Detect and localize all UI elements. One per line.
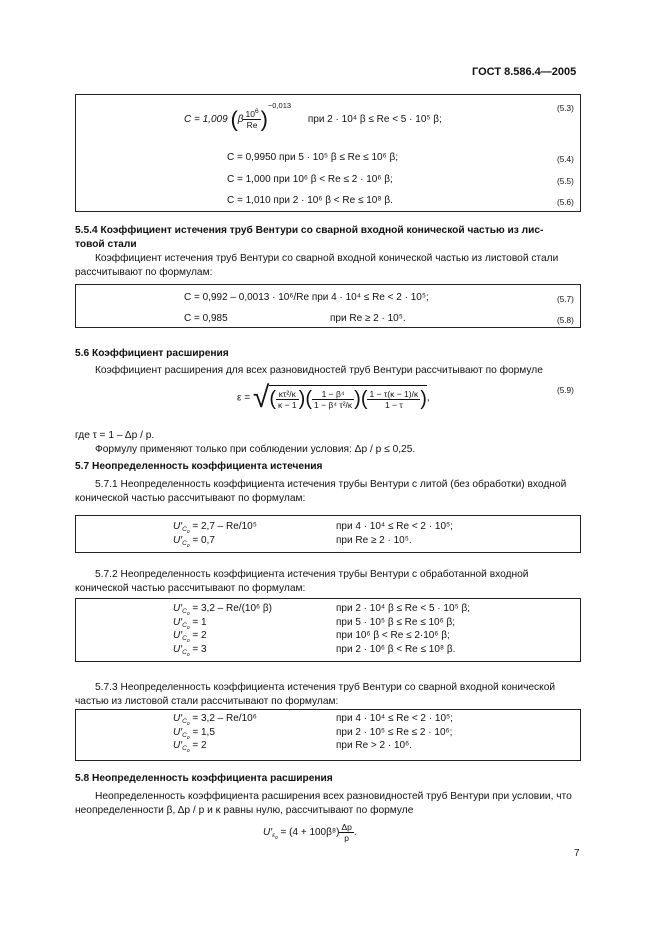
u-symbol: U′ (173, 713, 183, 724)
section-5-8-heading: 5.8 Неопределенность коэффициента расширения (75, 773, 333, 784)
u-symbol: U′ (173, 630, 183, 641)
u-symbol: U′ (173, 521, 183, 532)
uncertainty-row-condition: при 2 · 10⁴ β ≤ Re < 5 · 10⁵ β; (336, 603, 470, 614)
u-label (173, 535, 190, 549)
equations-box-5-7-3 (75, 709, 581, 761)
eq53-fraction (243, 109, 260, 130)
equation-5-4: C = 0,9950 при 5 · 10⁵ β ≤ Re ≤ 10⁶ β; (227, 152, 398, 163)
u-subsub: o (186, 638, 190, 644)
uncertainty-row-condition: при 4 · 10⁴ ≤ Re < 2 · 10⁵; (336, 521, 453, 532)
equation-5-5: C = 1,000 при 10⁶ β < Re ≤ 2 · 10⁶ β; (227, 174, 393, 185)
equation-5-7: C = 0,992 – 0,0013 · 10⁶/Re при 4 · 10⁴ ≤ Re < 2 · 10⁵; (184, 292, 429, 303)
uncertainty-row-condition: при 4 · 10⁴ ≤ Re < 2 · 10⁵; (336, 713, 453, 724)
u-sub: C (182, 648, 187, 656)
u-sub: C (182, 731, 187, 739)
u-rhs: = 2 (192, 630, 207, 641)
eq59-fraction-1 (276, 389, 299, 410)
u-subsub: o (186, 611, 190, 617)
u-sub: C (182, 621, 187, 629)
eq53-beta: β (237, 114, 244, 125)
eq59-f2-top: 1 − β⁴ (312, 389, 354, 400)
u-sub: C (182, 635, 187, 642)
eq53-ten: 10 (245, 108, 255, 119)
u-label (173, 643, 190, 658)
u-label (173, 521, 190, 535)
u-eps-frac-bot: p (344, 833, 349, 843)
eq-number-5-4: (5.4) (557, 155, 574, 164)
uncertainty-row-condition: при 2 · 10⁶ β < Re ≤ 10⁸ β. (336, 643, 456, 655)
page-number: 7 (574, 848, 580, 859)
uncertainty-row-condition: при 5 · 10⁵ β ≤ Re ≤ 10⁶ β; (336, 616, 456, 628)
u-subsub: o (186, 721, 190, 727)
eq53-ten-exp: 6 (254, 107, 259, 115)
u-rhs: = 2,7 – Re/10⁵ (192, 521, 257, 532)
section-5-7-2-text: 5.7.2 Неопределенность коэффициента истечения трубы Вентури с обработанной входной конической частью рассчитывают по формулам: (75, 569, 529, 594)
uncertainty-row-lhs (173, 726, 215, 741)
u-sub: C (182, 745, 187, 752)
u-eps-rhs: = (4 + 100β⁸) (280, 827, 340, 839)
uncertainty-row-lhs (173, 740, 207, 754)
u-symbol: U′ (173, 535, 183, 546)
u-symbol: U′ (173, 726, 183, 738)
section-5-5-4-heading-line1: 5.5.4 Коэффициент истечения труб Вентури со сварной входной конической частью из лис- (75, 225, 544, 236)
u-sub: C (182, 608, 187, 615)
equation-5-9 (237, 381, 430, 423)
equation-5-3: C = 1,009 (β $\frac{10^6}{Re}$ )$^{-0,013}$ при 2 · 10⁴ β ≤ Re < 5 · 10⁵ β; (184, 101, 442, 132)
u-subsub: o (186, 734, 190, 741)
section-5-8-text: Неопределенность коэффициента расширения всех разновидностей труб Вентури при условии, что неопределенности β, Δp / p и κ равны нулю, рассчитывают по формуле (75, 791, 572, 816)
uncertainty-row-condition: при 10⁶ β < Re ≤ 2·10⁶ β; (336, 630, 450, 641)
uncertainty-row-lhs (173, 603, 273, 617)
u-rhs: = 3 (192, 643, 207, 655)
uncertainty-row-lhs (173, 616, 207, 631)
u-rhs: = 0,7 (192, 535, 215, 546)
section-5-6-note: Формулу применяют только при соблюдении условия: Δp / p ≤ 0,25. (95, 444, 416, 455)
section-5-6-where: где τ = 1 – Δp / p. (75, 430, 155, 441)
uncertainty-row-lhs (173, 643, 207, 658)
eq-number-5-3: (5.3) (557, 104, 574, 113)
eq-number-5-6: (5.6) (557, 198, 574, 207)
uncertainty-row-lhs (173, 630, 207, 644)
eq53-exponent: −0,013 (267, 101, 292, 110)
section-5-6-heading: 5.6 Коэффициент расширения (75, 348, 229, 359)
u-subsub: o (186, 543, 190, 549)
eq59-fraction-2 (312, 389, 354, 410)
uncertainty-row-lhs (173, 521, 257, 535)
section-5-7-heading: 5.7 Неопределенность коэффициента истечения (75, 461, 323, 472)
u-eps-sub: ε (272, 832, 275, 840)
eq59-f2-bot: 1 − β⁴ τ²/κ (314, 400, 353, 410)
u-rhs: = 3,2 – Re/10⁶ (192, 713, 257, 724)
section-5-5-4-text: Коэффициент истечения труб Вентури со сварной входной конической частью из листовой стали рассчитывают по формулам: (75, 253, 559, 278)
u-eps-label (263, 827, 278, 842)
eq-number-5-5: (5.5) (557, 177, 574, 186)
u-rhs: = 1 (192, 616, 207, 628)
section-5-7-3-text: 5.7.3 Неопределенность коэффициента истечения труб Вентури со сварной входной конической частью из листовой стали рассчитывают по формулам: (75, 682, 556, 707)
eq53-lhs: C = 1,009 (184, 114, 228, 125)
eq59-fraction-3 (367, 389, 420, 410)
u-sub: C (182, 526, 187, 533)
section-5-5-4-heading-line2: товой стали (75, 239, 137, 250)
uncertainty-row-condition: при Re > 2 · 10⁶. (336, 740, 412, 751)
section-5-6-text: Коэффициент расширения для всех разновидностей труб Вентури рассчитывают по формуле (95, 365, 543, 376)
u-symbol: U′ (173, 603, 183, 614)
u-label (173, 740, 190, 754)
u-symbol: U′ (173, 740, 183, 751)
u-eps-subsub: o (274, 835, 278, 842)
uncertainty-row-condition: при 2 · 10⁵ ≤ Re ≤ 2 · 10⁶; (336, 726, 453, 738)
equation-5-6: C = 1,010 при 2 · 10⁶ β < Re ≤ 10⁸ β. (227, 195, 393, 206)
eq53-re: Re (246, 119, 258, 130)
equations-box-5-7-5-8 (75, 284, 581, 328)
uncertainty-row-lhs (173, 713, 257, 727)
u-sub: C (182, 540, 187, 547)
u-label (173, 603, 190, 617)
section-5-7-1-text: 5.7.1 Неопределенность коэффициента истечения трубы Вентури с литой (без обработки) входной конической частью рассчитывают по формулам: (75, 479, 567, 504)
document-id: ГОСТ 8.586.4—2005 (472, 66, 577, 78)
eq59-f3-bot: 1 − τ (384, 400, 403, 410)
eq-number-5-9: (5.9) (557, 386, 574, 395)
sqrt-body: ( $\frac{\text{κτ²/κ}}{\kappa - 1}$ )( $\frac{\text{1 − β⁴}}{\text{1 − β⁴ τ²/κ}}$ )( $\frac{1 - \tau(\kappa - 1)/\kappa}{1 - \tau}$ ) (269, 385, 427, 411)
u-label (173, 630, 190, 644)
eq59-tail: , (426, 392, 430, 404)
u-subsub: o (186, 624, 190, 631)
sqrt-sign: √ (252, 381, 270, 414)
u-subsub: o (186, 529, 190, 535)
u-subsub: o (186, 748, 190, 754)
u-rhs: = 2 (192, 740, 207, 751)
equations-box-5-7-1 (75, 515, 581, 553)
u-symbol: U′ (173, 616, 183, 628)
u-rhs: = 1,5 (192, 726, 215, 738)
u-eps-symbol: U′ (263, 827, 273, 839)
equation-5-8-condition: при Re ≥ 2 · 10⁵. (330, 313, 406, 324)
u-eps-fraction (339, 822, 353, 843)
eq59-f1-top: κτ²/κ (276, 389, 299, 400)
u-rhs: = 3,2 – Re/(10⁶ β) (192, 603, 273, 614)
eq59-f1-bot: κ − 1 (278, 400, 297, 410)
u-sub: C (182, 718, 187, 725)
uncertainty-row-condition: при Re ≥ 2 · 10⁵. (336, 535, 412, 546)
eq59-f3-top: 1 − τ(κ − 1)/κ (369, 389, 419, 399)
u-subsub: o (186, 651, 190, 658)
eq-number-5-8: (5.8) (557, 316, 574, 325)
eq53-condition: при 2 · 10⁴ β ≤ Re < 5 · 10⁵ β; (307, 114, 442, 125)
u-eps-frac-top: Δp (341, 822, 352, 832)
u-label (173, 726, 190, 741)
u-symbol: U′ (173, 643, 183, 655)
eq-number-5-7: (5.7) (557, 295, 574, 304)
equations-box-5-7-2 (75, 598, 581, 662)
equation-expansion-uncertainty (263, 822, 357, 843)
u-label (173, 616, 190, 631)
equation-5-8-lhs: C = 0,985 (184, 313, 228, 324)
u-label (173, 713, 190, 727)
uncertainty-row-lhs (173, 535, 215, 549)
u-eps-tail: . (353, 827, 357, 839)
eq59-lhs: ε = (237, 392, 251, 404)
